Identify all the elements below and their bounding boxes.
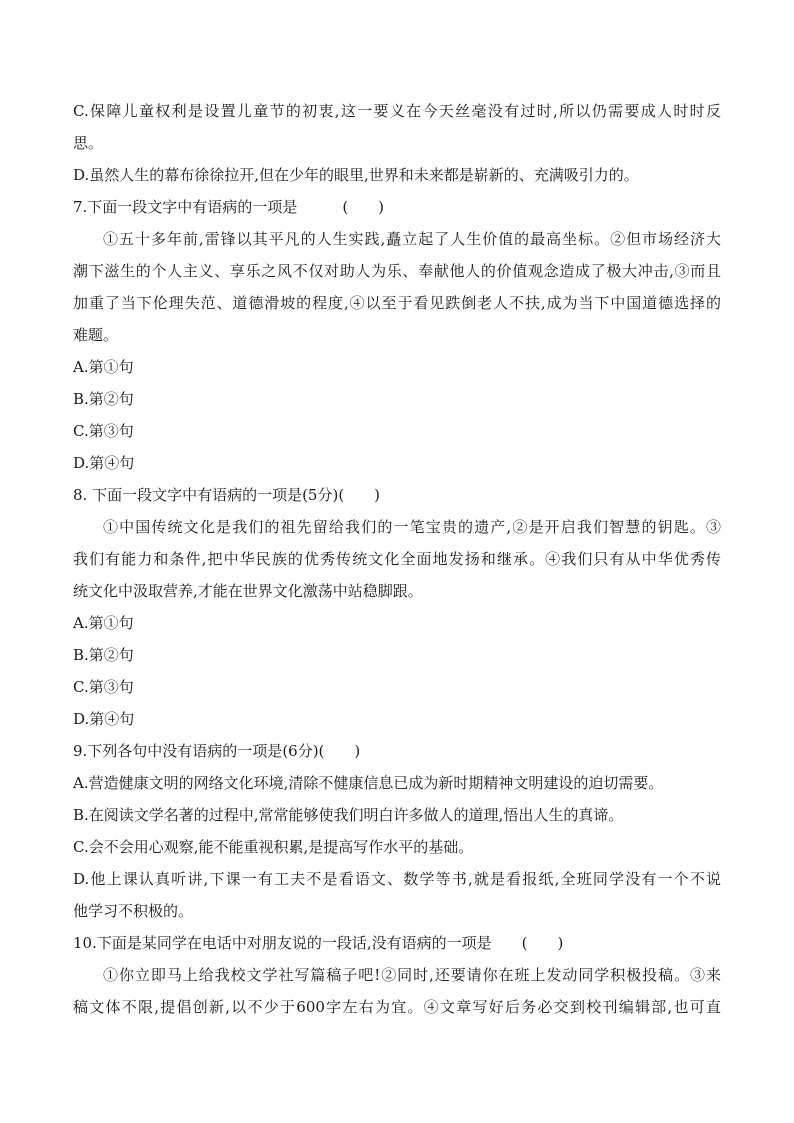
q8-stem: 8. 下面一段文字中有语病的一项是(5分)( ) [73,486,381,504]
q9-option-d-line1: D.他上课认真听讲,下课一有工夫不是看语文、数学等书,就是看报纸,全班同学没有一个不说 [73,870,721,888]
q9-option-d-line2: 他学习不积极的。 [73,902,194,920]
q9-option-a: A.营造健康文明的网络文化环境,清除不健康信息已成为新时期精神文明建设的迫切需要。 [73,774,664,792]
q7-passage-line2: 潮下滋生的个人主义、享乐之风不仅对助人为乐、奉献他人的价值观念造成了极大冲击,③而且 [73,262,721,280]
q8-option-d: D.第④句 [73,710,135,728]
q8-option-c: C.第③句 [73,678,134,696]
q9-option-c: C.会不会用心观察,能不能重视积累,是提高写作水平的基础。 [73,838,474,856]
q6-option-d: D.虽然人生的幕布徐徐拉开,但在少年的眼里,世界和未来都是崭新的、充满吸引力的。 [73,166,639,184]
q8-passage-line2: 我们有能力和条件,把中华民族的优秀传统文化全面地发扬和继承。④我们只有从中华优秀传 [73,550,721,568]
q10-passage-line2: 稿文体不限,提倡创新,以不少于600字左右为宜。④文章写好后务必交到校刊编辑部,也可直 [73,998,721,1016]
q7-option-c: C.第③句 [73,422,134,440]
q10-stem: 10.下面是某同学在电话中对朋友说的一段话,没有语病的一项是 ( ) [73,934,564,952]
q6-option-c-line2: 思。 [73,134,104,152]
q7-passage-line3: 加重了当下伦理失范、道德滑坡的程度,④以至于看见跌倒老人不扶,成为当下中国道德选择的 [73,294,721,312]
q7-passage-line4: 难题。 [73,326,119,344]
q7-option-a: A.第①句 [73,358,134,376]
q8-passage-line3: 统文化中汲取营养,才能在世界文化激荡中站稳脚跟。 [73,582,423,600]
q8-option-a: A.第①句 [73,614,134,632]
q6-option-c-line1: C.保障儿童权利是设置儿童节的初衷,这一要义在今天丝毫没有过时,所以仍需要成人时时反 [73,102,721,120]
q7-stem: 7.下面一段文字中有语病的一项是 ( ) [73,198,385,216]
q9-option-b: B.在阅读文学名著的过程中,常常能够使我们明白许多做人的道理,悟出人生的真谛。 [73,806,624,824]
q7-option-d: D.第④句 [73,454,135,472]
q8-passage-line1: ①中国传统文化是我们的祖先留给我们的一笔宝贵的遗产,②是开启我们智慧的钥匙。③ [103,518,721,536]
q8-option-b: B.第②句 [73,646,134,664]
q10-passage-line1: ①你立即马上给我校文学社写篇稿子吧!②同时,还要请你在班上发动同学积极投稿。③来 [103,966,721,984]
q7-passage-line1: ①五十多年前,雷锋以其平凡的人生实践,矗立起了人生价值的最高坐标。②但市场经济大 [103,230,721,248]
q9-stem: 9.下列各句中没有语病的一项是(6分)( ) [73,742,361,760]
q7-option-b: B.第②句 [73,390,134,408]
